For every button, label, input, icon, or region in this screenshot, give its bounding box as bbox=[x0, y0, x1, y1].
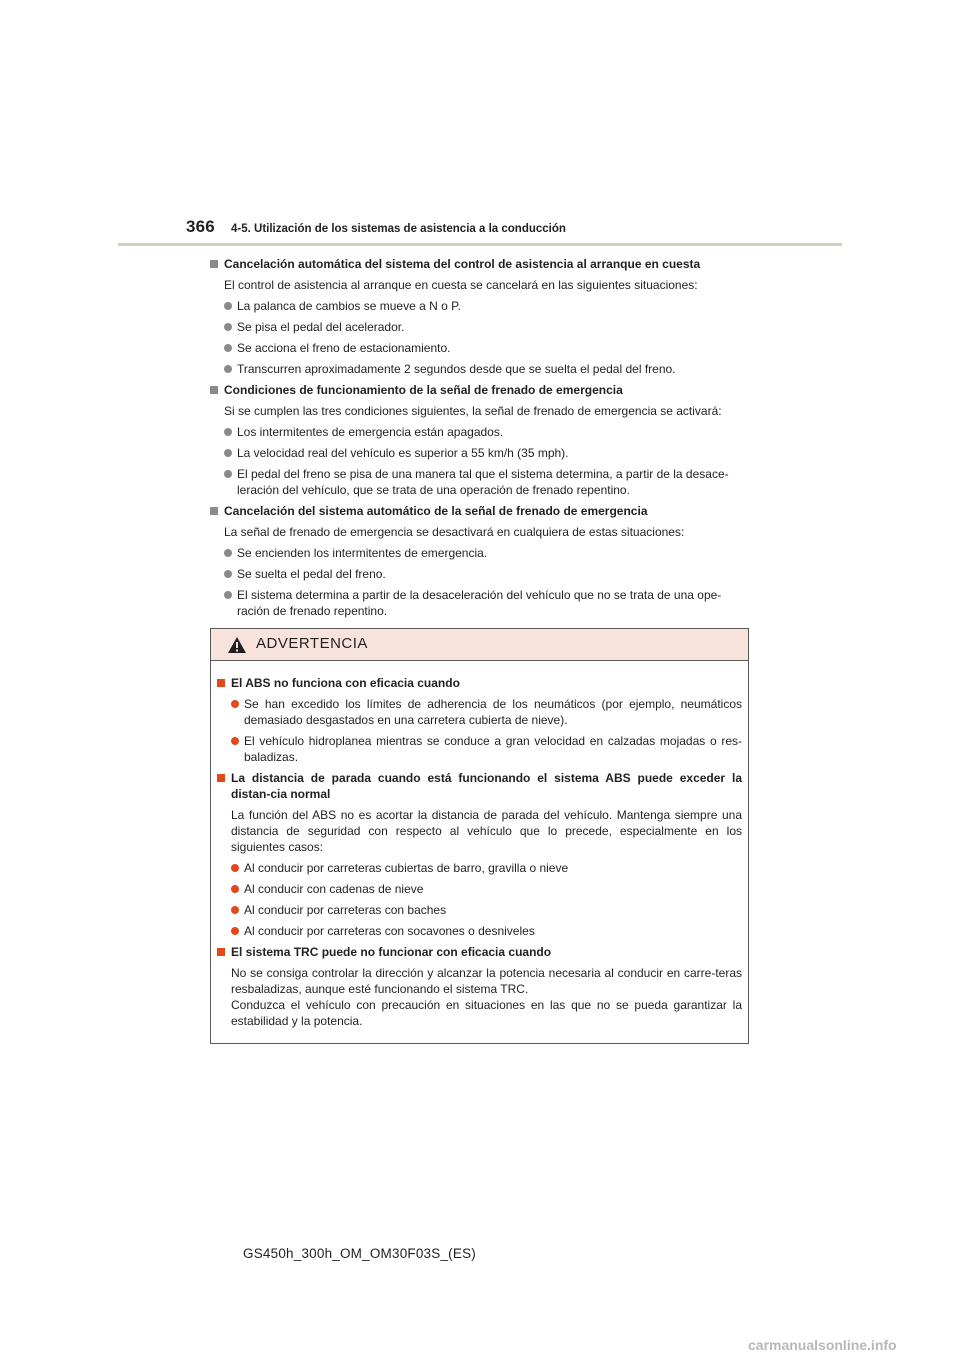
list-item: Al conducir por carreteras con socavones o desniveles bbox=[217, 923, 742, 939]
section-heading bbox=[210, 503, 752, 519]
warning-heading bbox=[217, 770, 742, 802]
circle-bullet-icon bbox=[231, 885, 239, 893]
circle-bullet-icon bbox=[231, 906, 239, 914]
circle-bullet-icon bbox=[231, 864, 239, 872]
circle-bullet-icon bbox=[224, 470, 232, 478]
circle-bullet-icon bbox=[231, 927, 239, 935]
warning-heading-text: La distancia de parada cuando está funcionando el sistema ABS puede exceder la distan-cia normal bbox=[231, 771, 742, 801]
circle-bullet-icon bbox=[224, 344, 232, 352]
circle-bullet-icon bbox=[231, 737, 239, 745]
warning-intro: No se consiga controlar la dirección y alcanzar la potencia necesaria al conducir en carre-teras resbaladizas, aunque esté funcionando el sistema TRC. bbox=[231, 966, 742, 996]
watermark[interactable]: carmanualsonline.info bbox=[748, 1337, 897, 1353]
list-item: El sistema determina a partir de la desaceleración del vehículo que no se trata de una ope-ración de frenado repentino. bbox=[210, 587, 752, 619]
warning-heading-text: El ABS no funciona con eficacia cuando bbox=[231, 676, 460, 690]
warning-triangle-icon bbox=[227, 636, 247, 654]
section-heading-text: Condiciones de funcionamiento de la señal de frenado de emergencia bbox=[224, 383, 623, 397]
warning-body bbox=[211, 661, 748, 1029]
square-bullet-icon bbox=[217, 948, 225, 956]
list-item: Se pisa el pedal del acelerador. bbox=[210, 319, 752, 335]
circle-bullet-icon bbox=[231, 700, 239, 708]
list-item: El pedal del freno se pisa de una manera tal que el sistema determina, a partir de la desace-leración del vehículo, que se trata de una operación de frenado repentino. bbox=[210, 466, 752, 498]
list-item: Se encienden los intermitentes de emergencia. bbox=[210, 545, 752, 561]
circle-bullet-icon bbox=[224, 428, 232, 436]
warning-header bbox=[211, 629, 748, 661]
section-intro: La señal de frenado de emergencia se desactivará en cualquiera de estas situaciones: bbox=[224, 525, 685, 539]
list-item: Se han excedido los límites de adherencia de los neumáticos (por ejemplo, neumáticos demasiado desgastados en una carretera cubierta de nieve). bbox=[217, 696, 742, 728]
list-item: Al conducir por carreteras con baches bbox=[217, 902, 742, 918]
section-intro: Si se cumplen las tres condiciones siguientes, la señal de frenado de emergencia se activará: bbox=[224, 404, 722, 418]
circle-bullet-icon bbox=[224, 449, 232, 457]
section-intro: El control de asistencia al arranque en cuesta se cancelará en las siguientes situaciones: bbox=[224, 278, 698, 292]
section-heading-text: Cancelación del sistema automático de la señal de frenado de emergencia bbox=[224, 504, 648, 518]
warning-heading bbox=[217, 944, 742, 960]
list-item: Al conducir con cadenas de nieve bbox=[217, 881, 742, 897]
section-heading-text: Cancelación automática del sistema del control de asistencia al arranque en cuesta bbox=[224, 257, 701, 271]
square-bullet-icon bbox=[217, 679, 225, 687]
circle-bullet-icon bbox=[224, 365, 232, 373]
square-bullet-icon bbox=[210, 260, 218, 268]
section-heading bbox=[210, 382, 752, 398]
square-bullet-icon bbox=[217, 774, 225, 782]
square-bullet-icon bbox=[210, 507, 218, 515]
list-item: Se acciona el freno de estacionamiento. bbox=[210, 340, 752, 356]
list-item: La velocidad real del vehículo es superior a 55 km/h (35 mph). bbox=[210, 445, 752, 461]
circle-bullet-icon bbox=[224, 323, 232, 331]
list-item: La palanca de cambios se mueve a N o P. bbox=[210, 298, 752, 314]
header-rule bbox=[118, 243, 842, 246]
list-item: Se suelta el pedal del freno. bbox=[210, 566, 752, 582]
warning-box bbox=[210, 628, 749, 1044]
list-item: Transcurren aproximadamente 2 segundos desde que se suelta el pedal del freno. bbox=[210, 361, 752, 377]
circle-bullet-icon bbox=[224, 591, 232, 599]
warning-intro: La función del ABS no es acortar la distancia de parada del vehículo. Mantenga siempre una distancia de seguridad con respecto al vehículo que lo precede, especialmente en los siguientes casos: bbox=[231, 808, 742, 854]
document-code: GS450h_300h_OM_OM30F03S_(ES) bbox=[243, 1246, 476, 1261]
warning-heading-text: El sistema TRC puede no funcionar con eficacia cuando bbox=[231, 945, 552, 959]
warning-heading bbox=[217, 675, 742, 691]
section-title: 4-5. Utilización de los sistemas de asistencia a la conducción bbox=[231, 223, 566, 235]
section-heading bbox=[210, 256, 752, 272]
main-content bbox=[210, 256, 752, 624]
list-item: Al conducir por carreteras cubiertas de barro, gravilla o nieve bbox=[217, 860, 742, 876]
warning-intro-2: Conduzca el vehículo con precaución en situaciones en las que no se pueda garantizar la estabilidad y la potencia. bbox=[231, 998, 742, 1028]
circle-bullet-icon bbox=[224, 549, 232, 557]
warning-title: ADVERTENCIA bbox=[256, 635, 368, 652]
page-number: 366 bbox=[186, 217, 215, 236]
list-item: El vehículo hidroplanea mientras se conduce a gran velocidad en calzadas mojadas o res-baladizas. bbox=[217, 733, 742, 765]
circle-bullet-icon bbox=[224, 302, 232, 310]
circle-bullet-icon bbox=[224, 570, 232, 578]
square-bullet-icon bbox=[210, 386, 218, 394]
page-header bbox=[0, 0, 960, 250]
list-item: Los intermitentes de emergencia están apagados. bbox=[210, 424, 752, 440]
